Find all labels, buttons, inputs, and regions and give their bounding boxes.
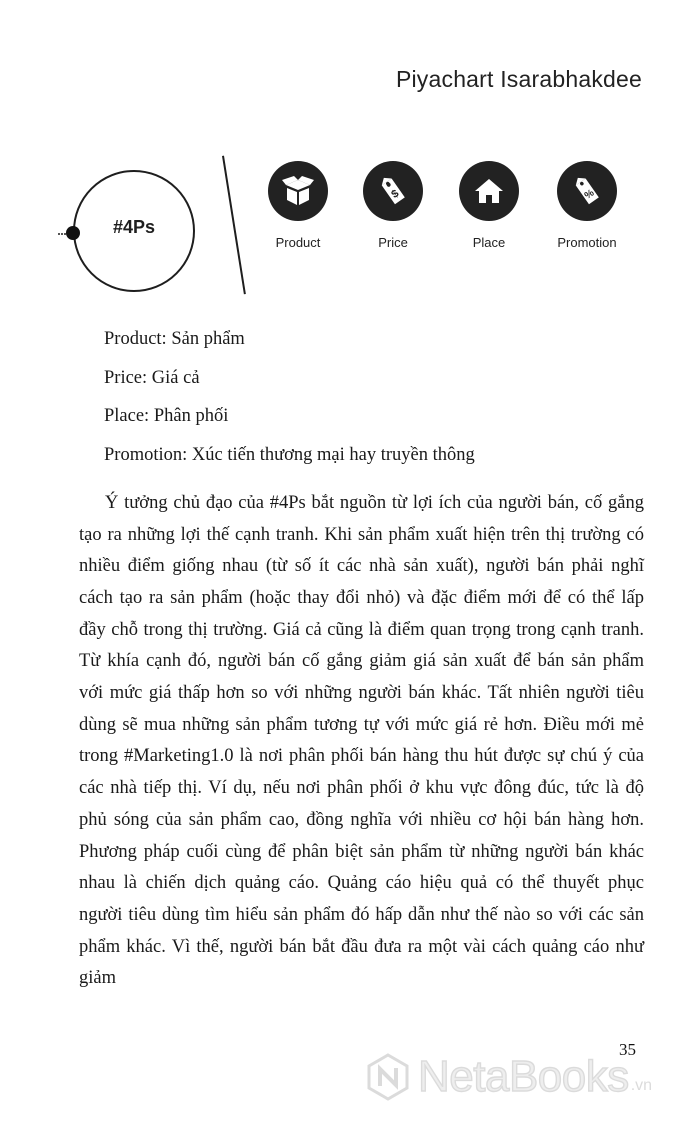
definition-product: Product: Sản phẩm xyxy=(104,329,245,349)
page-body xyxy=(79,324,644,995)
author-header: Piyachart Isarabhakdee xyxy=(395,66,642,92)
body-paragraph: Ý tưởng chủ đạo của #4Ps bắt nguồn từ lợi ích của người bán, cố gắng tạo ra những lợi thế cạnh tranh. Khi sản phẩm xuất hiện trên thị trường có nhiều điểm giống nhau (từ số ít các nhà sản xuất), người bán phải nghĩ cách tạo ra sản phẩm (hoặc thay đổi nhỏ) và đặc điểm mới để có thể lấp đầy chỗ trong thị trường. Giá cả cũng là điểm quan trọng trong cạnh tranh. Từ khía cạnh đó, người bán cố gắng giảm giá sản xuất để bán sản phẩm với mức giá thấp hơn so với những người bán khác. Tất nhiên người tiêu dùng sẽ mua những sản phẩm tương tự với mức giá rẻ hơn. Điều mới mẻ trong #Marketing1.0 là nơi phân phối bán hàng thu hút được sự chú ý của các nhà tiếp thị. Ví dụ, nếu nơi phân phối ở khu vực đông đúc, tức là độ phủ sóng của sản phẩm cao, đồng nghĩa với nhiều cơ hội bán hàng hơn. Phương pháp cuối cùng để phân biệt sản phẩm từ những người bán khác nhau là chiến dịch quảng cáo. Quảng cáo hiệu quả có thể thuyết phục người tiêu dùng tìm hiểu sản phẩm đó hấp dẫn như thế nào so với các sản phẩm khác. Vì thế, người bán bắt đầu đưa ra một vài cách quảng cáo như giảm xyxy=(79,492,644,989)
definition-promotion: Promotion: Xúc tiến thương mại hay truyền thông xyxy=(104,445,475,466)
four-ps-diagram xyxy=(0,0,700,320)
ps-item-promotion xyxy=(527,161,647,250)
ps-label-price: Price xyxy=(378,235,408,250)
box-icon xyxy=(268,161,328,221)
svg-text:$: $ xyxy=(389,187,402,201)
watermark-suffix: .vn xyxy=(630,1077,653,1094)
price-tag-dollar-icon xyxy=(363,161,423,221)
svg-text:%: % xyxy=(582,187,597,202)
ps-label-place: Place xyxy=(472,235,506,250)
ps-label-product: Product xyxy=(275,235,321,250)
circle-anchor-dot xyxy=(66,226,80,240)
circle-connector-line xyxy=(58,233,66,235)
percent-tag-icon xyxy=(557,161,617,221)
ps-label-promotion: Promotion xyxy=(557,235,617,250)
netabooks-logo-icon xyxy=(366,1053,410,1101)
definition-place: Place: Phân phối xyxy=(104,406,229,427)
definition-price: Price: Giá cả xyxy=(104,367,200,388)
center-circle xyxy=(73,170,195,292)
netabooks-watermark xyxy=(366,1047,696,1107)
page-number: 35 xyxy=(619,1040,636,1059)
watermark-brand: NetaBooks xyxy=(418,1052,629,1101)
center-circle-label: #4Ps xyxy=(112,217,156,237)
house-icon xyxy=(459,161,519,221)
